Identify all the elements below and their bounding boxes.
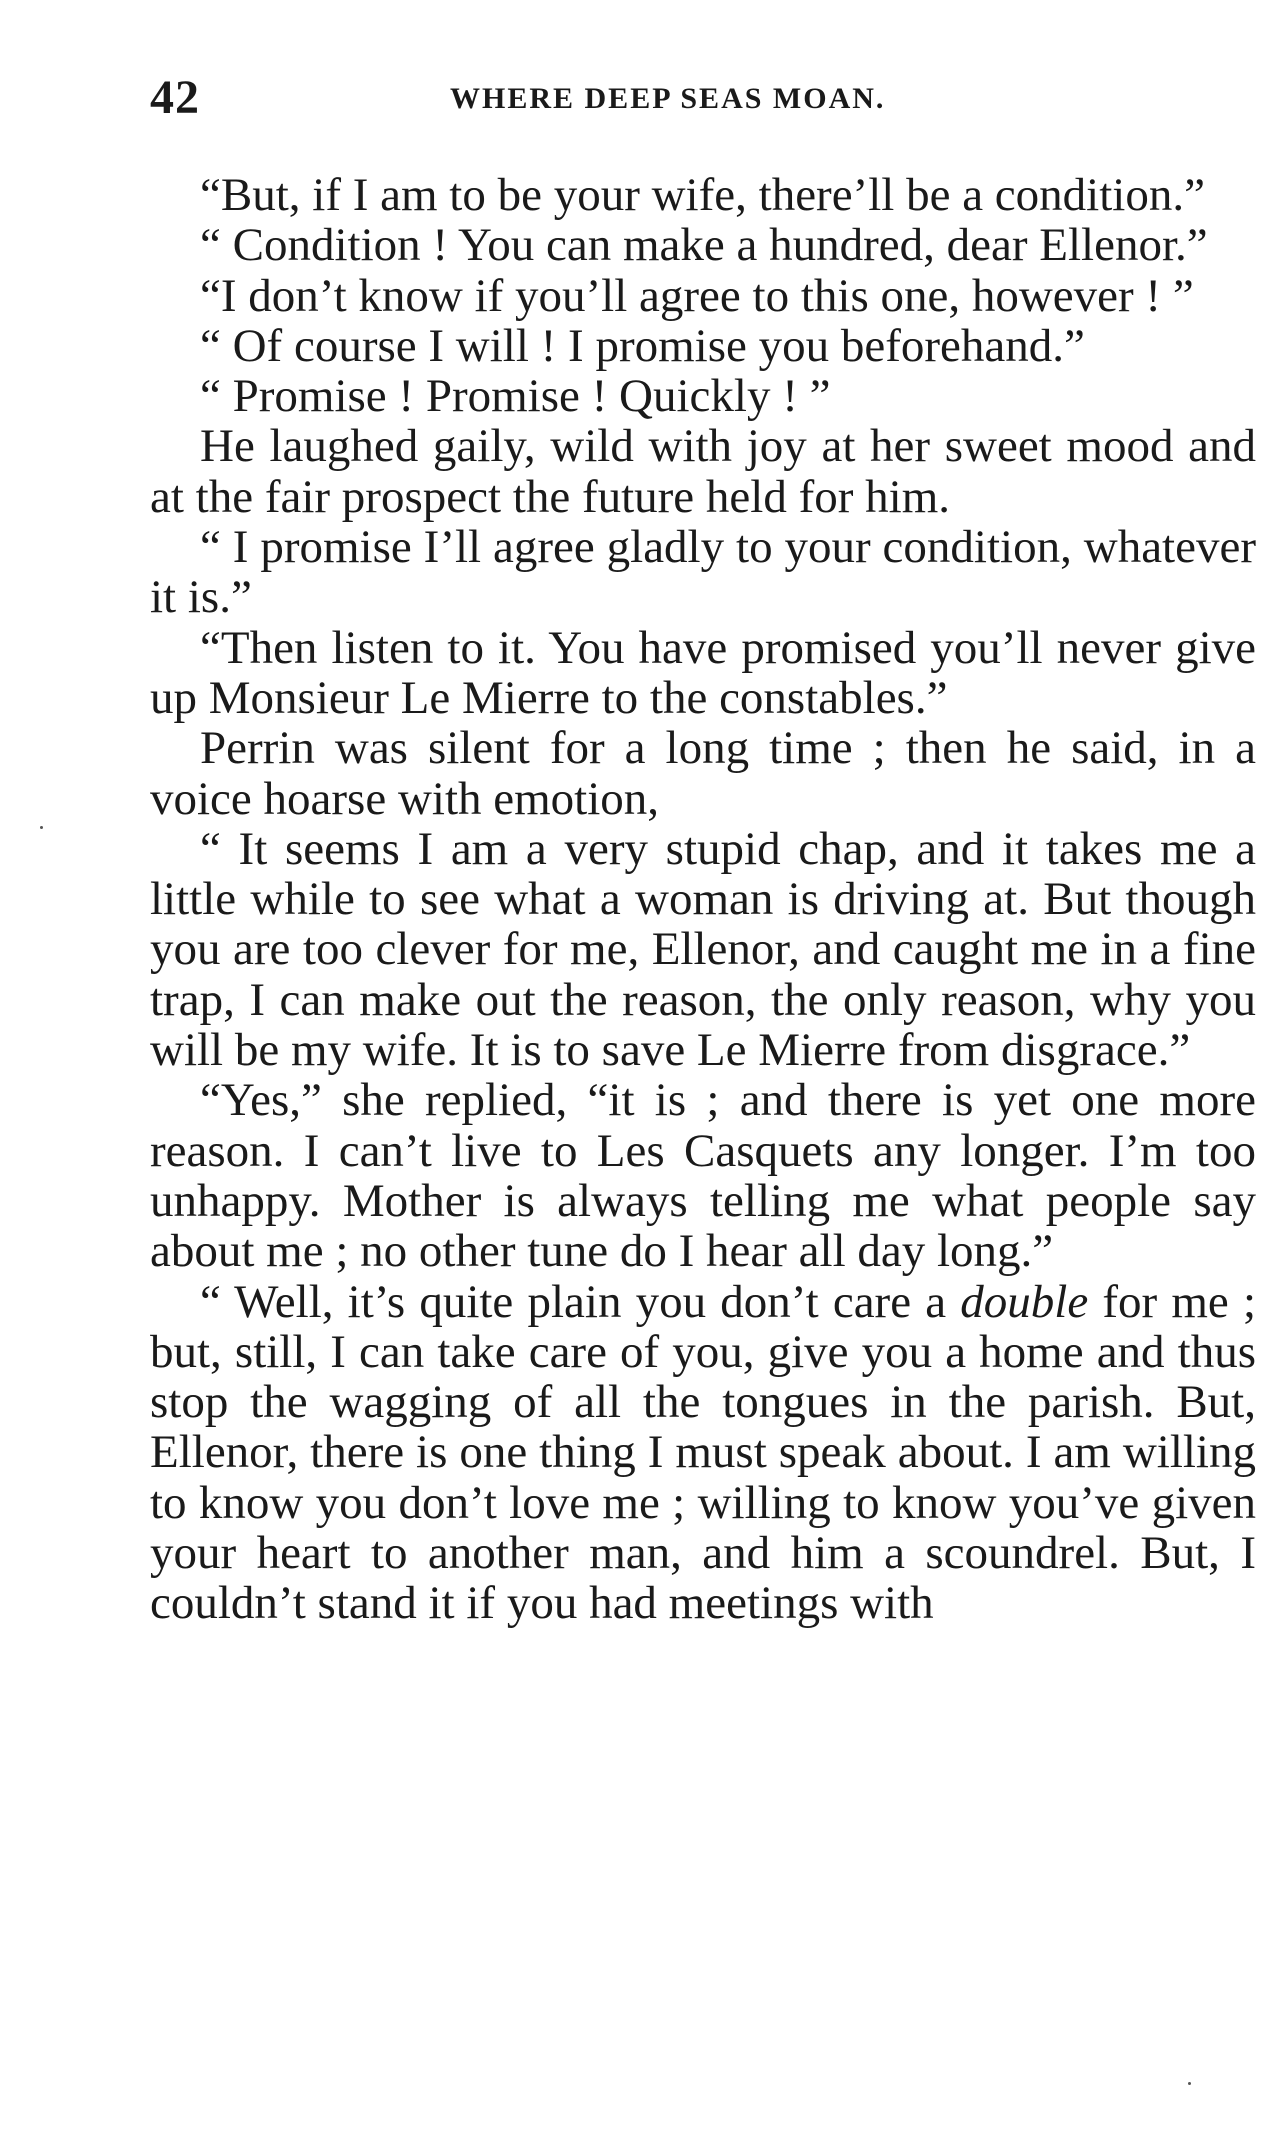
body-text: [150, 170, 1256, 1629]
italic-word: double: [960, 1275, 1089, 1328]
paragraph: “I don’t know if you’ll agree to this one, however ! ”: [200, 269, 1194, 322]
paragraph: “Then listen to it. You have promised you’ll never give up Monsieur Le Mierre to the constables.”: [150, 621, 1256, 724]
paragraph: “ Condition ! You can make a hundred, dear Ellenor.”: [200, 219, 1208, 272]
final-paragraph-start: “ Well, it’s quite plain you don’t care a: [200, 1275, 961, 1328]
paragraph: “ It seems I am a very stupid chap, and it takes me a little while to see what a woman is driving at. But though you are too clever for me, Ellenor, and caught me in a fine trap, I can make out the reason, the only reason, why you will be my wife. It is to save Le Mierre from disgrace.”: [150, 822, 1256, 1077]
page-number: 42: [150, 71, 200, 124]
running-title: WHERE DEEP SEAS MOAN.: [450, 82, 886, 115]
paragraph: “ Of course I will ! I promise you beforehand.”: [200, 319, 1085, 372]
paragraph: Perrin was silent for a long time ; then he said, in a voice hoarse with emotion,: [150, 722, 1256, 825]
running-head: [150, 70, 1256, 130]
final-paragraph-end: for me ; but, still, I can take care of you, give you a home and thus stop the wagging of all the tongues in the parish. But, Ellenor, there is one thing I must speak about. I am willing to know you don’t love me ; willing to know you’ve given your heart to another man, and him a scoundrel. But, I couldn’t stand it if you had meetings with: [150, 1275, 1257, 1630]
paragraph: “Yes,” she replied, “it is ; and there is yet one more reason. I can’t live to Les Casquets any longer. I’m too unhappy. Mother is always telling me what people say about me ; no other tune do I hear all day long.”: [150, 1074, 1256, 1278]
paragraph-final: [150, 1277, 1256, 1629]
stray-print-mark: [40, 826, 43, 829]
paragraph: “But, if I am to be your wife, there’ll be a condition.”: [200, 169, 1205, 221]
paragraph: “ I promise I’ll agree gladly to your condition, whatever it is.”: [150, 521, 1256, 624]
paragraph: “ Promise ! Promise ! Quickly ! ”: [200, 370, 831, 423]
paragraph: He laughed gaily, wild with joy at her sweet mood and at the fair prospect the future held for him.: [150, 420, 1256, 523]
stray-print-mark: [1188, 2082, 1191, 2085]
